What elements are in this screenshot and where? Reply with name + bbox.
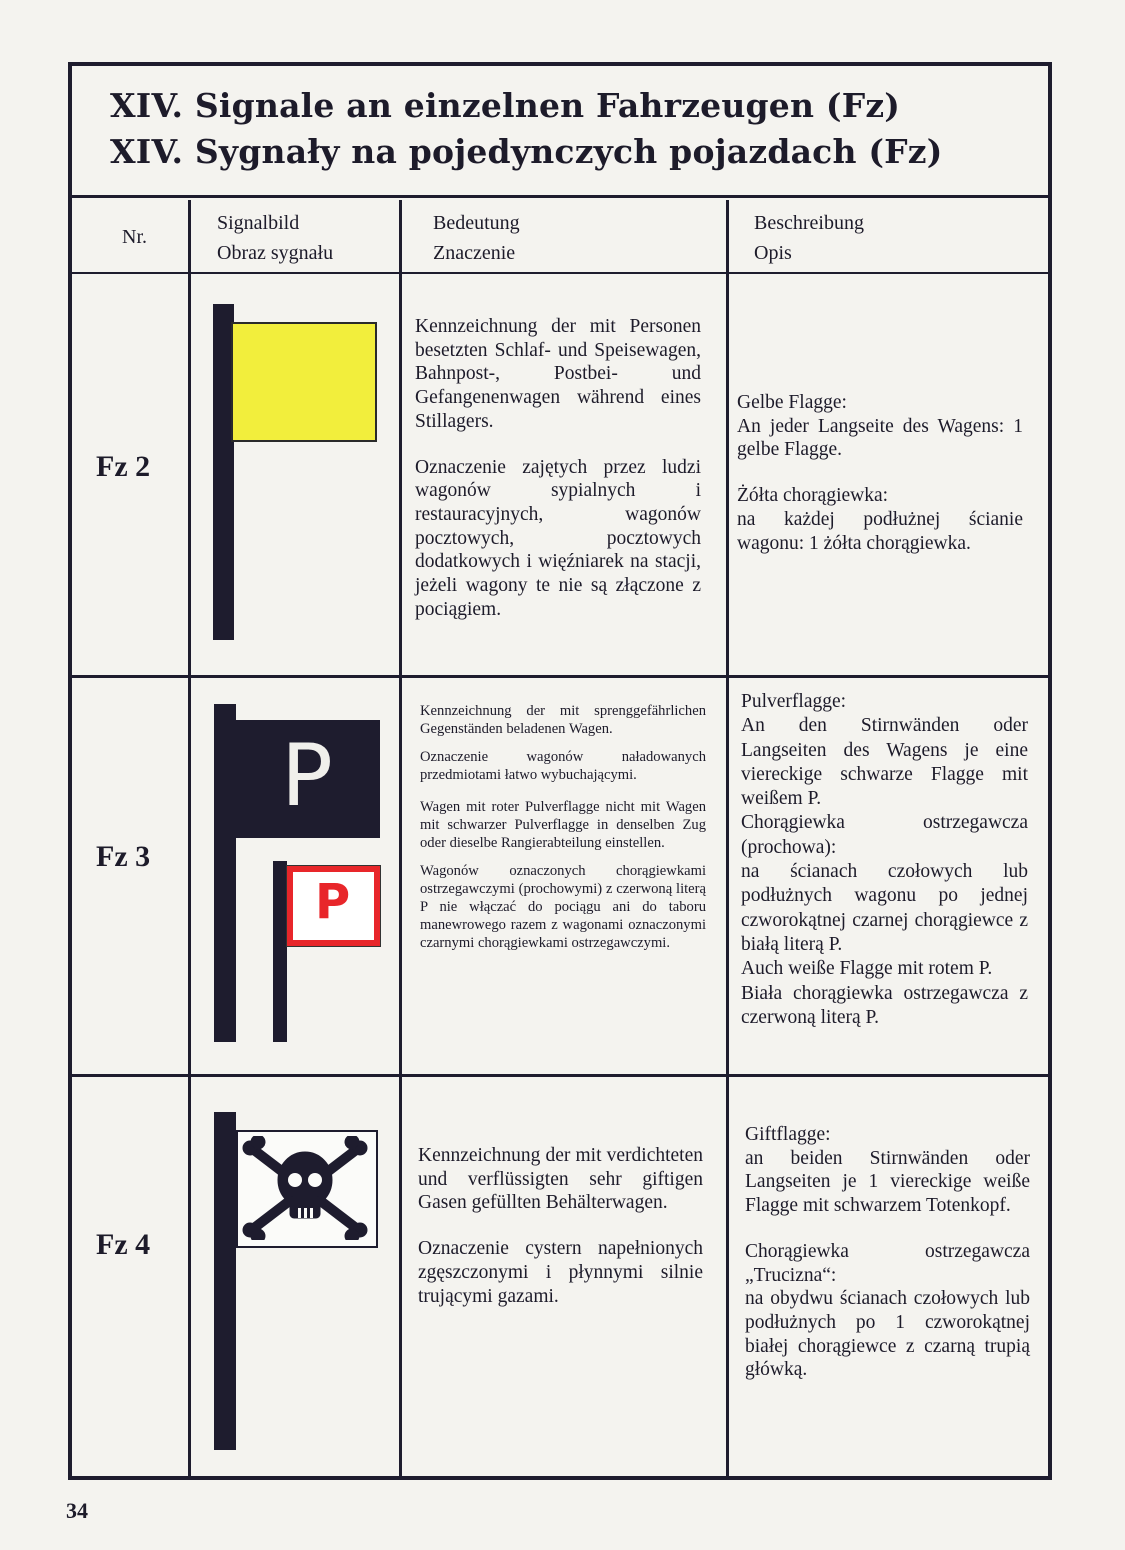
desc-heading: Chorągiewka ostrzegawcza (prochowa): bbox=[741, 812, 1028, 858]
header-text: Bedeutung bbox=[433, 212, 520, 234]
desc-text: An jeder Langseite des Wagens: 1 gelbe Flagge. bbox=[737, 415, 1023, 461]
desc-heading: Chorągiewka ostrzegawcza „Trucizna“: bbox=[745, 1240, 1030, 1286]
meaning-pl: Oznaczenie wagonów naładowanych przedmiotami łatwo wybuchającymi. bbox=[420, 749, 706, 783]
meaning-de: Wagen mit roter Pulverflagge nicht mit Wagen mit schwarzer Pulverflagge in denselben Zug oder dieselbe Rangierabteilung einstellen. bbox=[420, 799, 706, 851]
description-cell bbox=[745, 1123, 1030, 1404]
desc-text: Auch weiße Flagge mit rotem P. bbox=[741, 958, 993, 980]
desc-text: An den Stirnwänden oder Langseiten des Wagens je eine viereckige schwarze Flagge mit weißem P. bbox=[741, 715, 1028, 810]
header-text: Signalbild bbox=[217, 212, 300, 234]
meaning-de: Kennzeichnung der mit sprenggefährlichen Gegenständen beladenen Wagen. bbox=[420, 703, 706, 737]
divider bbox=[72, 195, 1048, 198]
header-beschreibung bbox=[754, 208, 864, 268]
desc-text: na obydwu ścianach czołowych lub podłużnych po 1 czworokątnej białej chorągiewce z czarną trupią główką. bbox=[745, 1288, 1030, 1381]
desc-heading: Giftflagge: bbox=[745, 1124, 831, 1145]
divider bbox=[399, 200, 402, 1476]
divider bbox=[72, 1074, 1048, 1077]
desc-heading: Pulverflagge: bbox=[741, 691, 847, 712]
meaning-cell bbox=[415, 315, 701, 643]
signal-number: Fz 2 bbox=[96, 450, 151, 483]
divider bbox=[72, 675, 1048, 678]
signal-number: Fz 3 bbox=[96, 840, 151, 873]
description-cell bbox=[737, 391, 1023, 577]
header-signalbild bbox=[217, 208, 333, 268]
desc-text: na każdej podłużnej ścianie wagonu: 1 żółta chorągiewka. bbox=[737, 508, 1023, 554]
meaning-pl: Oznaczenie zajętych przez ludzi wagonów sypialnych i restauracyjnych, wagonów pocztowych, pocztowych dodatkowych i więźniarek na stacji, jeżeli wagony te nie są złączone z pociągiem. bbox=[415, 456, 701, 620]
desc-heading: Żółta chorągiewka: bbox=[737, 485, 889, 507]
header-text: Obraz sygnału bbox=[217, 242, 334, 264]
page-number: 34 bbox=[66, 1498, 88, 1523]
divider bbox=[726, 200, 729, 1476]
description-cell bbox=[741, 690, 1028, 1030]
header-nr: Nr. bbox=[122, 226, 147, 248]
meaning-pl: Wagonów oznaczonych chorągiewkami ostrzegawczymi (prochowymi) z czerwoną literą P nie włączać do pociągu ani do taboru manewrowego razem z wagonami oznaczonymi czarnymi chorągiewkami ostrzegawczymi. bbox=[420, 863, 706, 951]
meaning-de: Kennzeichnung der mit Personen besetzten Schlaf- und Speisewagen, Bahnpost-, Postbei- und Gefangenenwagen während eines Stillagers. bbox=[415, 316, 701, 432]
header-text: Opis bbox=[754, 242, 792, 264]
title-polish: XIV. Sygnały na pojedynczych pojazdach (Fz) bbox=[110, 132, 943, 171]
desc-heading: Gelbe Flagge: bbox=[737, 392, 847, 413]
flag-letter: P bbox=[281, 726, 333, 826]
header-text: Znaczenie bbox=[433, 242, 516, 264]
meaning-cell bbox=[420, 702, 706, 962]
flag-letter: P bbox=[315, 874, 351, 930]
meaning-cell bbox=[418, 1144, 703, 1330]
desc-text: an beiden Stirnwänden oder Langseiten je 1 viereckige weiße Flagge mit schwarzem Totenkopf. bbox=[745, 1147, 1030, 1217]
header-bedeutung bbox=[433, 208, 520, 268]
header-text: Beschreibung bbox=[754, 212, 864, 234]
title-german: XIV. Signale an einzelnen Fahrzeugen (Fz) bbox=[110, 86, 901, 125]
signal-number: Fz 4 bbox=[96, 1228, 151, 1261]
desc-text: Biała chorągiewka ostrzegawcza z czerwoną literą P. bbox=[741, 982, 1028, 1028]
desc-text: na ścianach czołowych lub podłużnych wagonu po jednej czworokątnej czarnej chorągiewce z białą literą P. bbox=[741, 861, 1028, 955]
meaning-pl: Oznaczenie cystern napełnionych zgęszczonymi i płynnymi silnie trującymi gazami. bbox=[418, 1238, 703, 1307]
divider bbox=[188, 200, 191, 1476]
skull-crossbones-icon bbox=[240, 1136, 370, 1240]
divider bbox=[72, 272, 1048, 274]
meaning-de: Kennzeichnung der mit verdichteten und verflüssigten sehr giftigen Gasen gefüllten Behälterwagen. bbox=[418, 1145, 703, 1214]
